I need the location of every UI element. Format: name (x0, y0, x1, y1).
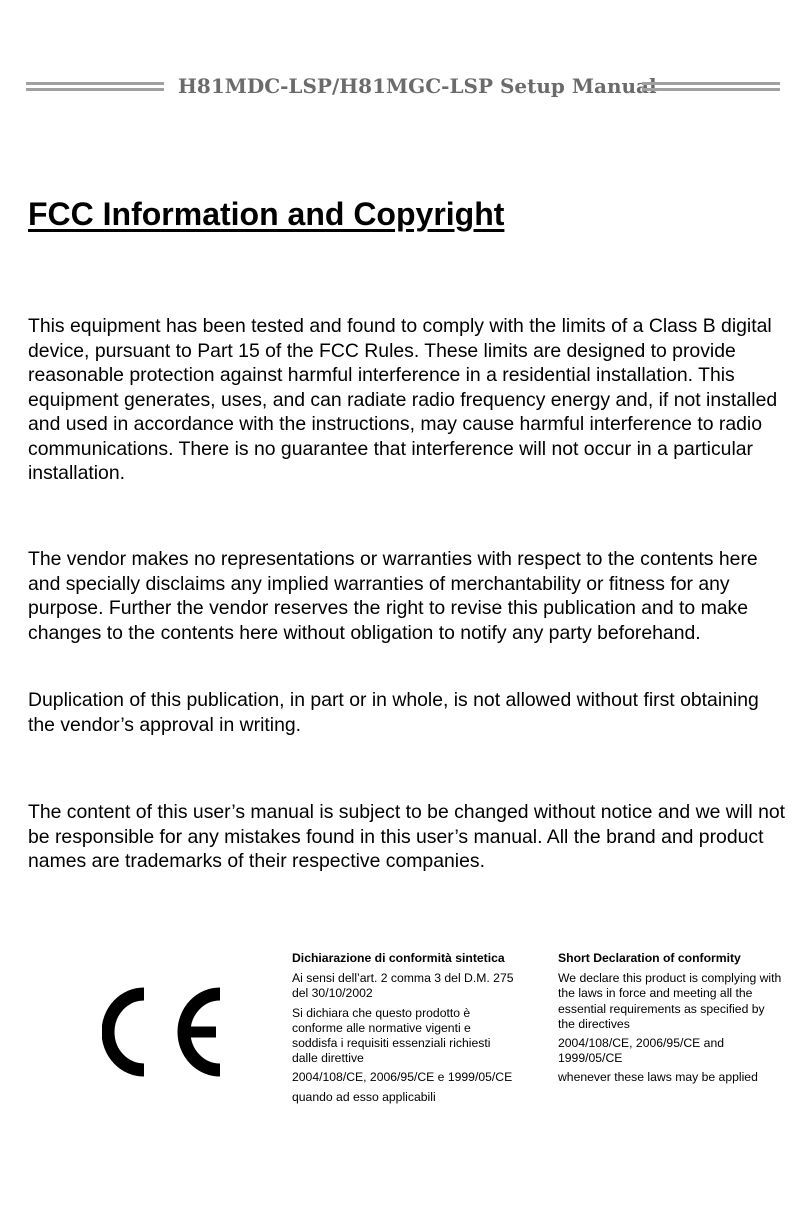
declaration-en-statement: We declare this product is complying with the laws in force and meeting all the essential requirements as specified by the directives (558, 971, 782, 1031)
declaration-it-title: Dichiarazione di conformità sintetica (292, 951, 505, 965)
page-header (26, 74, 780, 102)
warranty-disclaimer-paragraph: The vendor makes no representations or warranties with respect to the contents here and specially disclaims any implied warranties of merchantability or fitness for any purpose. Further the vendor reserves the right to revise this publication and to make changes to the contents here without obligation to notify any party beforehand. (28, 548, 758, 644)
declaration-english (558, 951, 783, 1090)
page-title: FCC Information and Copyright (28, 196, 505, 232)
declaration-it-statement: Si dichiara che questo prodotto è conforme alle normative vigenti e soddisfa i requisiti essenziali richiesti dalle direttive (292, 1005, 491, 1066)
declaration-en-title: Short Declaration of conformity (558, 951, 741, 965)
fcc-compliance-paragraph: This equipment has been tested and found to comply with the limits of a Class B digital device, pursuant to Part 15 of the FCC Rules. These limits are designed to provide reasonable protection against harmful interference in a residential installation. This equipment generates, uses, and can radiate radio frequency energy and, if not installed and used in accordance with the instructions, may cause harmful interference to radio communications. There is no guarantee that interference will not occur in a particular installation. (28, 315, 778, 484)
header-rule-left (26, 82, 164, 91)
declaration-en-directives: 2004/108/CE, 2006/95/CE and 1999/05/CE (558, 1036, 725, 1066)
ce-mark-icon (102, 986, 226, 1078)
header-rule-right (642, 82, 780, 91)
declaration-italian (292, 951, 517, 1109)
duplication-paragraph: Duplication of this publication, in part or in whole, is not allowed without first obtaining the vendor’s approval in writing. (28, 689, 759, 736)
declaration-en-applicability: whenever these laws may be applied (558, 1070, 758, 1085)
declaration-it-law: Ai sensi dell’art. 2 comma 3 del D.M. 275 del 30/10/2002 (292, 971, 514, 1001)
declaration-it-applicability: quando ad esso applicabili (292, 1089, 436, 1104)
manual-title: H81MDC-LSP/H81MGC-LSP Setup Manual (178, 74, 657, 98)
content-change-paragraph: The content of this user’s manual is subject to be changed without notice and we will not be responsible for any mistakes found in this user’s manual. All the brand and product names are trademarks of their respective companies. (28, 801, 786, 872)
declaration-it-directives: 2004/108/CE, 2006/95/CE e 1999/05/CE (292, 1070, 513, 1085)
